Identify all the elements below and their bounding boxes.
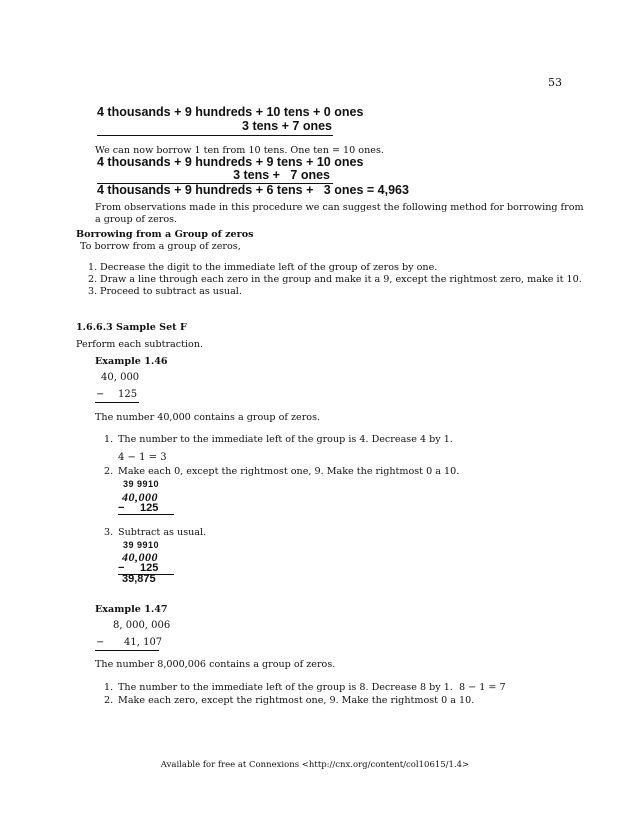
example1-title: Example 1.46 [95,356,168,367]
eq1-line2: 3 tens + 7 ones [242,119,332,133]
eq2-line3: 4 thousands + 9 hundreds + 6 tens + 3 ones = 4,963 [97,183,409,197]
example1-borrow-digits-b: 39 9910 [123,540,160,550]
example1-struck-top-b: 40,000 [122,550,158,564]
example1-top: 40, 000 [101,372,140,383]
example1-struck-top-a: 40,000 [122,490,158,504]
example2-step1: The number to the immediate left of the group is 8. Decrease 8 by 1. 8 − 1 = 7 [118,682,506,693]
example2-note: The number 8,000,006 contains a group of zeros. [95,659,336,670]
example1-step3: Subtract as usual. [118,527,207,538]
step-1-text: Decrease the digit to the immediate left of the group of zeros by one. [100,262,438,273]
eq1-rule [97,135,333,136]
section-heading: 1.6.6.3 Sample Set F [76,322,187,333]
eq2-line1: 4 thousands + 9 hundreds + 9 tens + 10 ones [97,155,364,169]
step-3-text: Proceed to subtract as usual. [100,286,242,297]
observations-line1: From observations made in this procedure we can suggest the following method for borrowing from [95,202,584,213]
borrowing-intro: To borrow from a group of zeros, [80,241,241,252]
eq2-line2: 3 tens + 7 ones [233,168,330,182]
example2-rule [95,650,159,651]
step-2-text: Draw a line through each zero in the group and make it a 9, except the rightmost zero, make it 10. [100,274,582,285]
example2-step2: Make each zero, except the rightmost one, 9. Make the rightmost 0 a 10. [118,695,475,706]
example1-minus-a: − [118,502,125,514]
page-number: 53 [548,76,562,89]
example2-bottom: 41, 107 [124,637,163,648]
example1-result: 39,875 [122,573,156,585]
borrowing-heading: Borrowing from a Group of zeros [76,229,254,240]
example1-sub-bottom-a: 125 [140,502,159,514]
example1-bottom: 125 [118,389,138,400]
example1-step3-num: 3. [104,527,114,538]
example1-step1-calc: 4 − 1 = 3 [118,452,167,463]
example2-step1-num: 1. [104,682,114,693]
example1-rule-a [118,514,174,515]
example1-minus-b: − [118,562,125,574]
step-2-num: 2. [88,274,98,285]
step-3-num: 3. [88,286,98,297]
page-footer: Available for free at Connexions <http://cnx.org/content/col10615/1.4> [160,760,470,770]
example1-sub-bottom-b: 125 [140,562,159,574]
example2-top: 8, 000, 006 [113,620,171,631]
example1-rule [95,402,139,403]
step-1-num: 1. [88,262,98,273]
example1-step2-num: 2. [104,466,114,477]
example2-minus: − [96,637,105,648]
example2-step2-num: 2. [104,695,114,706]
borrow-note: We can now borrow 1 ten from 10 tens. One ten = 10 ones. [95,145,384,156]
section-intro: Perform each subtraction. [76,339,204,350]
example1-step2: Make each 0, except the rightmost one, 9. Make the rightmost 0 a 10. [118,466,460,477]
example1-note: The number 40,000 contains a group of zeros. [95,412,321,423]
eq1-line1: 4 thousands + 9 hundreds + 10 tens + 0 ones [97,105,364,119]
example1-step1: The number to the immediate left of the group is 4. Decrease 4 by 1. [118,434,453,445]
example1-step1-num: 1. [104,434,114,445]
example1-borrow-digits-a: 39 9910 [123,479,160,489]
example2-title: Example 1.47 [95,604,168,615]
observations-line2: a group of zeros. [95,214,178,225]
example1-minus: − [96,389,105,400]
